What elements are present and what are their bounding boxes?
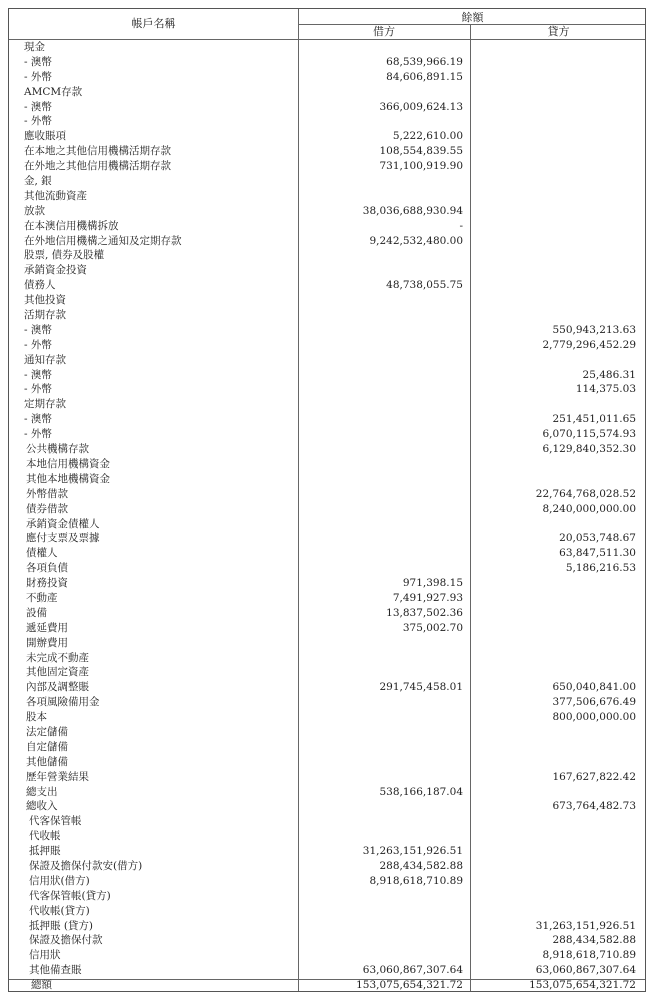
account-name: 保證及擔保付款 — [29, 934, 103, 947]
table-row — [9, 770, 645, 785]
table-row — [9, 829, 645, 844]
table-row — [9, 323, 645, 338]
debit-value: 7,491,927.93 — [392, 591, 463, 604]
credit-value: 22,764,768,028.52 — [535, 487, 636, 500]
table-row — [9, 546, 645, 561]
table-row — [9, 100, 645, 115]
account-name: 信用狀 — [29, 949, 61, 962]
debit-value: - — [459, 219, 463, 232]
table-row — [9, 904, 645, 919]
table-row — [9, 755, 645, 770]
table-row — [9, 695, 645, 710]
credit-value: 8,240,000,000.00 — [542, 502, 636, 515]
table-row — [9, 338, 645, 353]
account-name: 各項負債 — [26, 562, 68, 575]
account-name: 公共機構存款 — [26, 443, 89, 456]
credit-value: 5,186,216.53 — [565, 562, 636, 575]
credit-value: 2,779,296,452.29 — [542, 338, 636, 351]
account-name: 代客保管帳(貸方) — [29, 889, 111, 902]
account-name: AMCM存款 — [24, 85, 83, 98]
account-name: 保證及擔保付款安(借方) — [29, 859, 143, 872]
account-name: 抵押賬 (貸方) — [29, 919, 94, 932]
table-row — [9, 963, 645, 978]
account-name: 財務投資 — [26, 577, 68, 590]
table-row — [9, 353, 645, 368]
table-row — [9, 487, 645, 502]
account-name: 承銷資金債權人 — [26, 517, 100, 530]
total-label: 總額 — [31, 979, 52, 992]
account-name: 金, 銀 — [24, 175, 52, 188]
table-row — [9, 591, 645, 606]
account-name: 內部及調整賬 — [26, 681, 89, 694]
credit-value: 63,847,511.30 — [559, 547, 636, 560]
credit-value: 114,375.03 — [575, 383, 636, 396]
table-row — [9, 278, 645, 293]
account-name: 歷年營業結果 — [26, 770, 89, 783]
account-name: 放款 — [24, 204, 45, 217]
account-name: 活期存款 — [24, 309, 66, 322]
account-name: 現金 — [24, 41, 45, 53]
table-row — [9, 293, 645, 308]
debit-value: 291,745,458.01 — [379, 681, 463, 694]
table-row — [9, 472, 645, 487]
credit-value: 288,434,582.88 — [552, 934, 636, 947]
account-name: - 外幣 — [24, 70, 52, 83]
account-name: 各項風險備用金 — [26, 696, 100, 709]
table-row — [9, 799, 645, 814]
table-row — [9, 785, 645, 800]
credit-value: 20,053,748.67 — [559, 532, 636, 545]
account-name: 開辦費用 — [26, 636, 68, 649]
account-name: 債權人 — [26, 547, 58, 560]
account-name: 債券借款 — [26, 502, 68, 515]
table-row — [9, 442, 645, 457]
table-row — [9, 457, 645, 472]
account-name: - 澳幣 — [24, 55, 52, 68]
table-row — [9, 621, 645, 636]
trial-balance-table — [8, 8, 646, 992]
account-name: 其他備查賬 — [29, 964, 82, 977]
table-row — [9, 517, 645, 532]
table-row — [9, 263, 645, 278]
account-name: 設備 — [26, 606, 47, 619]
account-name: - 澳幣 — [24, 413, 52, 426]
table-row — [9, 308, 645, 323]
table-row — [9, 204, 645, 219]
account-name: 其他流動資產 — [24, 189, 87, 202]
debit-value: 48,738,055.75 — [386, 279, 463, 292]
account-name: 其他本地機構資金 — [26, 472, 110, 485]
debit-value: 9,242,532,480.00 — [369, 234, 463, 247]
table-row — [9, 740, 645, 755]
table-row — [9, 636, 645, 651]
table-row — [9, 531, 645, 546]
total-credit: 153,075,654,321.72 — [529, 979, 636, 992]
table-row — [9, 144, 645, 159]
debit-value: 84,606,891.15 — [386, 70, 463, 83]
account-name: 在外地信用機構之通知及定期存款 — [24, 234, 182, 247]
account-name: 未完成不動產 — [26, 651, 89, 664]
debit-value: 108,554,839.55 — [379, 145, 463, 158]
credit-value: 550,943,213.63 — [552, 323, 636, 336]
debit-value: 731,100,919.90 — [379, 160, 463, 173]
table-row — [9, 368, 645, 383]
table-row — [9, 948, 645, 963]
table-row — [9, 159, 645, 174]
credit-value: 167,627,822.42 — [552, 770, 636, 783]
account-name: 信用狀(借方) — [29, 874, 90, 887]
table-row — [9, 844, 645, 859]
table-row — [9, 40, 645, 55]
table-row — [9, 889, 645, 904]
table-row — [9, 874, 645, 889]
debit-value: 13,837,502.36 — [386, 606, 463, 619]
account-name: 代客保管帳 — [29, 815, 82, 828]
account-name: - 澳幣 — [24, 323, 52, 336]
table-row — [9, 427, 645, 442]
account-name: 代收帳 — [29, 830, 61, 843]
table-row — [9, 382, 645, 397]
debit-value: 288,434,582.88 — [379, 859, 463, 872]
account-name: 在本地之其他信用機構活期存款 — [24, 145, 171, 158]
credit-value: 31,263,151,926.51 — [535, 919, 636, 932]
credit-value: 251,451,011.65 — [552, 413, 636, 426]
table-row — [9, 502, 645, 517]
credit-value: 6,129,840,352.30 — [542, 443, 636, 456]
table-row — [9, 219, 645, 234]
credit-value: 650,040,841.00 — [552, 681, 636, 694]
table-row — [9, 606, 645, 621]
debit-value: 538,166,187.04 — [379, 785, 463, 798]
table-row — [9, 55, 645, 70]
account-name: 自定儲備 — [26, 740, 68, 753]
credit-value: 800,000,000.00 — [552, 711, 636, 724]
table-row — [9, 919, 645, 934]
credit-value: 25,486.31 — [582, 368, 636, 381]
debit-value: 971,398.15 — [402, 577, 463, 590]
table-row — [9, 725, 645, 740]
credit-value: 8,918,618,710.89 — [542, 949, 636, 962]
account-name: 抵押賬 — [29, 845, 61, 858]
table-row — [9, 651, 645, 666]
header-divider-balance — [298, 24, 645, 25]
table-row — [9, 129, 645, 144]
table-row — [9, 234, 645, 249]
account-name: 法定儲備 — [26, 725, 68, 738]
debit-header: 借方 — [373, 25, 395, 38]
account-name: 本地信用機構資金 — [26, 457, 110, 470]
account-name: 其他固定資產 — [26, 666, 89, 679]
account-name: 其他儲備 — [26, 755, 68, 768]
debit-value: 68,539,966.19 — [386, 55, 463, 68]
credit-value: 377,506,676.49 — [552, 696, 636, 709]
account-name: 遞延費用 — [26, 621, 68, 634]
credit-value: 6,070,115,574.93 — [542, 428, 636, 441]
account-name: 應付支票及票據 — [26, 532, 100, 545]
account-name: 在外地之其他信用機構活期存款 — [24, 160, 171, 173]
balance-header: 餘額 — [461, 11, 484, 24]
table-row — [9, 85, 645, 100]
credit-header: 貸方 — [547, 25, 570, 38]
debit-value: 38,036,688,930.94 — [362, 204, 463, 217]
credit-value: 63,060,867,307.64 — [535, 964, 636, 977]
account-name: 應收賬項 — [24, 130, 66, 143]
table-row — [9, 70, 645, 85]
account-name: 外幣借款 — [26, 487, 68, 500]
account-name: 其他投資 — [24, 294, 66, 307]
account-rows — [9, 40, 645, 993]
table-row — [9, 189, 645, 204]
debit-value: 31,263,151,926.51 — [362, 845, 463, 858]
debit-value: 63,060,867,307.64 — [362, 964, 463, 977]
table-row — [9, 248, 645, 263]
account-name: 代收帳(貸方) — [29, 904, 90, 917]
table-row — [9, 710, 645, 725]
account-name: 定期存款 — [24, 398, 66, 411]
table-row — [9, 174, 645, 189]
table-row — [9, 680, 645, 695]
account-name: - 澳幣 — [24, 100, 52, 113]
total-debit: 153,075,654,321.72 — [356, 979, 463, 992]
account-name: 債務人 — [24, 279, 56, 292]
table-row — [9, 859, 645, 874]
total-row — [9, 978, 645, 993]
table-row — [9, 561, 645, 576]
account-name-header: 帳戶名稱 — [131, 17, 176, 30]
table-row — [9, 814, 645, 829]
table-row — [9, 114, 645, 129]
debit-value: 375,002.70 — [402, 621, 463, 634]
account-name: - 澳幣 — [24, 368, 52, 381]
table-row — [9, 397, 645, 412]
credit-value: 673,764,482.73 — [552, 800, 636, 813]
table-row — [9, 412, 645, 427]
account-name: 承銷資金投資 — [24, 264, 87, 277]
account-name: 通知存款 — [24, 353, 66, 366]
account-name: 總支出 — [26, 785, 58, 798]
account-name: 在本澳信用機構拆放 — [24, 219, 119, 232]
account-name: - 外幣 — [24, 338, 52, 351]
account-name: 股票, 債券及股權 — [24, 249, 105, 262]
account-name: - 外幣 — [24, 115, 52, 128]
table-row — [9, 933, 645, 948]
debit-value: 366,009,624.13 — [379, 100, 463, 113]
account-name: - 外幣 — [24, 428, 52, 441]
table-row — [9, 665, 645, 680]
table-row — [9, 576, 645, 591]
account-name: - 外幣 — [24, 383, 52, 396]
debit-value: 8,918,618,710.89 — [369, 874, 463, 887]
debit-value: 5,222,610.00 — [392, 130, 463, 143]
account-name: 不動產 — [26, 591, 58, 604]
account-name: 股本 — [26, 711, 47, 724]
account-name: 總收入 — [26, 800, 58, 813]
